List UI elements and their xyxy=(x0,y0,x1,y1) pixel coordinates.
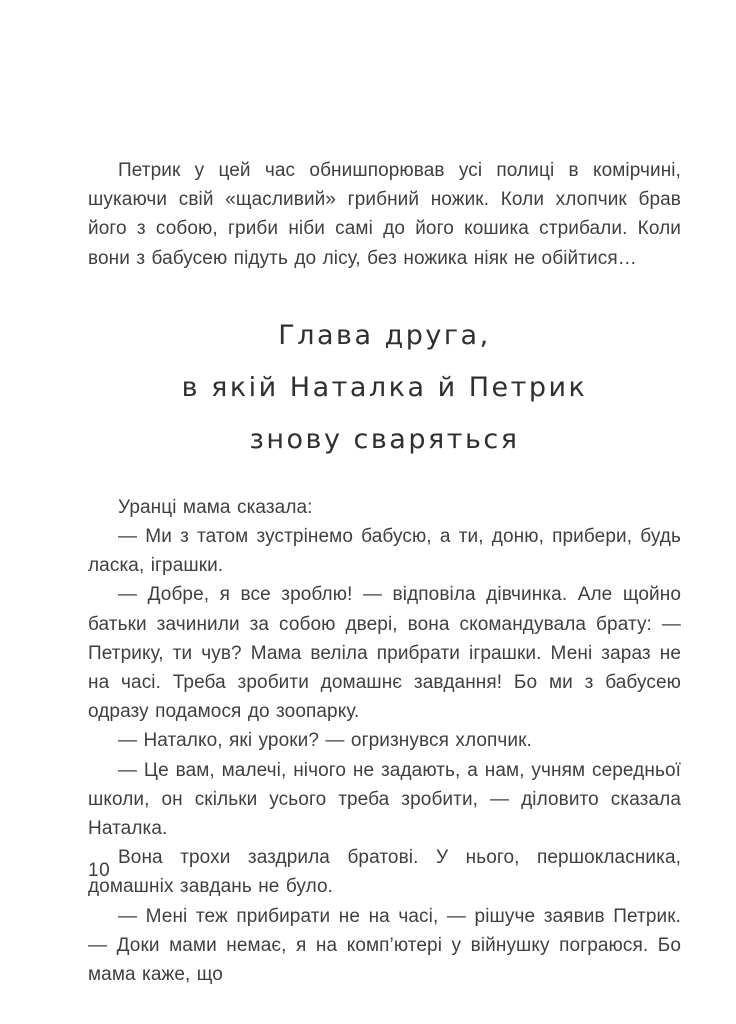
body-paragraph: — Добре, я все зроблю! — відповіла дівчинка. Але щойно батьки зачинили за собою двері, вона скомандувала брату: — Петрику, ти чув? Мама веліла прибрати іграшки. Мені зараз не на часі. Треба зробити домашнє завдання! Бо ми з бабусею одразу подамося до зоопарку. xyxy=(88,584,681,723)
body-paragraph: Вона трохи заздрила братові. У нього, першокласника, домашніх завдань не було. xyxy=(88,847,681,898)
chapter-heading-line-3: знову сваряться xyxy=(249,423,520,455)
body-paragraph: — Це вам, малечі, нічого не задають, а нам, учням середньої школи, он скільки усього треба зробити, — діловито сказала Наталка. xyxy=(88,759,681,840)
intro-section xyxy=(88,156,681,273)
chapter-body xyxy=(88,493,681,989)
body-paragraph: — Ми з татом зустрінемо бабусю, а ти, доню, прибери, будь ласка, іграшки. xyxy=(88,526,681,577)
chapter-heading xyxy=(88,310,681,466)
body-paragraph: — Наталко, які уроки? — огризнувся хлопчик. xyxy=(118,730,532,752)
intro-paragraph: Петрик у цей час обнишпорював усі полиці в комірчині, шукаючи свій «щасливий» грибний ножик. Коли хлопчик брав його з собою, гриби ніби самі до його кошика стрибали. Коли вони з бабусею підуть до лісу, без ножика ніяк не обійтися… xyxy=(88,160,681,269)
body-paragraph: Уранці мама сказала: xyxy=(118,496,313,518)
chapter-heading-line-2: в якій Наталка й Петрик xyxy=(181,371,588,403)
chapter-heading-line-1: Глава друга, xyxy=(278,319,491,351)
page-number: 10 xyxy=(88,860,111,881)
body-paragraph: — Мені теж прибирати не на часі, — рішуче заявив Петрик. — Доки мами немає, я на комп’ютері у війнушку пограюся. Бо мама каже, що xyxy=(88,905,681,986)
text-block xyxy=(88,156,681,989)
